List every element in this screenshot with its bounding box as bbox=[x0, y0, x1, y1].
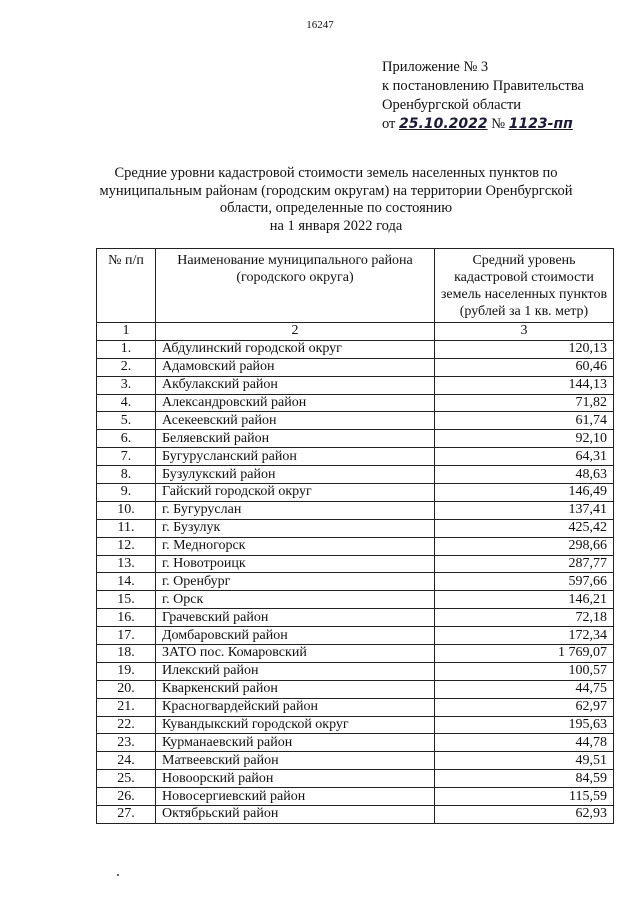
table-row bbox=[97, 609, 614, 627]
table-row bbox=[97, 537, 614, 555]
row-number: 18. bbox=[97, 645, 156, 663]
table-body bbox=[97, 340, 614, 823]
table-row bbox=[97, 770, 614, 788]
district-name: Кваркенский район bbox=[156, 680, 435, 698]
appendix-block bbox=[382, 58, 584, 134]
row-number: 16. bbox=[97, 609, 156, 627]
district-name: Домбаровский район bbox=[156, 627, 435, 645]
table-row bbox=[97, 519, 614, 537]
row-number: 4. bbox=[97, 394, 156, 412]
document-title bbox=[86, 165, 586, 235]
district-name: Адамовский район bbox=[156, 358, 435, 376]
table-row bbox=[97, 394, 614, 412]
cadastral-value: 49,51 bbox=[435, 752, 614, 770]
cadastral-value: 120,13 bbox=[435, 340, 614, 358]
table-row bbox=[97, 358, 614, 376]
row-number: 19. bbox=[97, 662, 156, 680]
row-number: 17. bbox=[97, 627, 156, 645]
table-row bbox=[97, 573, 614, 591]
cadastral-value: 115,59 bbox=[435, 788, 614, 806]
cadastral-value: 44,75 bbox=[435, 680, 614, 698]
cadastral-value: 72,18 bbox=[435, 609, 614, 627]
district-name: г. Оренбург bbox=[156, 573, 435, 591]
page-number: 16247 bbox=[306, 19, 334, 31]
table-header-row bbox=[97, 249, 614, 323]
row-number: 25. bbox=[97, 770, 156, 788]
table-row bbox=[97, 466, 614, 484]
cadastral-value: 71,82 bbox=[435, 394, 614, 412]
table-row bbox=[97, 752, 614, 770]
column-number-3: 3 bbox=[435, 323, 614, 341]
cadastral-value: 92,10 bbox=[435, 430, 614, 448]
from-label: от bbox=[382, 116, 396, 132]
district-name: Бугурусланский район bbox=[156, 448, 435, 466]
cadastral-value: 60,46 bbox=[435, 358, 614, 376]
row-number: 9. bbox=[97, 484, 156, 502]
row-number: 2. bbox=[97, 358, 156, 376]
district-name: Илекский район bbox=[156, 662, 435, 680]
table-row bbox=[97, 627, 614, 645]
resolution-number: 1123-пп bbox=[508, 116, 573, 132]
table-row bbox=[97, 340, 614, 358]
cadastral-value: 172,34 bbox=[435, 627, 614, 645]
cadastral-value: 195,63 bbox=[435, 716, 614, 734]
cadastral-value: 597,66 bbox=[435, 573, 614, 591]
appendix-line-1: Приложение № 3 bbox=[382, 59, 489, 75]
table-row bbox=[97, 412, 614, 430]
column-number-1: 1 bbox=[97, 323, 156, 341]
cadastral-value: 146,21 bbox=[435, 591, 614, 609]
district-name: Кувандыкский городской округ bbox=[156, 716, 435, 734]
table-row bbox=[97, 448, 614, 466]
header-district: Наименование муниципального района (городского округа) bbox=[156, 249, 435, 323]
district-name: Грачевский район bbox=[156, 609, 435, 627]
cadastral-value: 425,42 bbox=[435, 519, 614, 537]
resolution-date: 25.10.2022 bbox=[399, 116, 488, 132]
district-name: г. Бузулук bbox=[156, 519, 435, 537]
table-row bbox=[97, 788, 614, 806]
cadastral-value: 1 769,07 bbox=[435, 645, 614, 663]
number-label: № bbox=[491, 116, 506, 132]
district-name: Бузулукский район bbox=[156, 466, 435, 484]
cadastral-value: 84,59 bbox=[435, 770, 614, 788]
district-name: г. Орск bbox=[156, 591, 435, 609]
row-number: 12. bbox=[97, 537, 156, 555]
district-name: ЗАТО пос. Комаровский bbox=[156, 645, 435, 663]
cadastral-value: 144,13 bbox=[435, 376, 614, 394]
table-row bbox=[97, 680, 614, 698]
table-row bbox=[97, 662, 614, 680]
table-row bbox=[97, 376, 614, 394]
row-number: 7. bbox=[97, 448, 156, 466]
row-number: 6. bbox=[97, 430, 156, 448]
title-line-4: на 1 января 2022 года bbox=[269, 217, 403, 234]
table-row bbox=[97, 430, 614, 448]
row-number: 24. bbox=[97, 752, 156, 770]
district-name: г. Новотроицк bbox=[156, 555, 435, 573]
row-number: 26. bbox=[97, 788, 156, 806]
row-number: 22. bbox=[97, 716, 156, 734]
title-line-1: Средние уровни кадастровой стоимости земель населенных пунктов по bbox=[114, 165, 558, 181]
district-name: Асекеевский район bbox=[156, 412, 435, 430]
row-number: 13. bbox=[97, 555, 156, 573]
table-row bbox=[97, 591, 614, 609]
district-name: Новоорский район bbox=[156, 770, 435, 788]
district-name: Октябрьский район bbox=[156, 806, 435, 824]
district-name: г. Бугуруслан bbox=[156, 501, 435, 519]
table-row bbox=[97, 645, 614, 663]
table-row bbox=[97, 734, 614, 752]
column-number-row bbox=[97, 323, 614, 341]
column-number-2: 2 bbox=[156, 323, 435, 341]
table-row bbox=[97, 501, 614, 519]
cadastral-value: 48,63 bbox=[435, 466, 614, 484]
row-number: 20. bbox=[97, 680, 156, 698]
row-number: 27. bbox=[97, 806, 156, 824]
scan-speck bbox=[117, 874, 119, 876]
district-name: Акбулакский район bbox=[156, 376, 435, 394]
table-row bbox=[97, 555, 614, 573]
row-number: 21. bbox=[97, 698, 156, 716]
cadastral-value: 100,57 bbox=[435, 662, 614, 680]
appendix-line-3: Оренбургской области bbox=[382, 97, 522, 113]
district-name: Курманаевский район bbox=[156, 734, 435, 752]
row-number: 1. bbox=[97, 340, 156, 358]
cadastral-value: 62,97 bbox=[435, 698, 614, 716]
cadastral-value-table bbox=[96, 248, 614, 824]
row-number: 3. bbox=[97, 376, 156, 394]
cadastral-value: 287,77 bbox=[435, 555, 614, 573]
district-name: г. Медногорск bbox=[156, 537, 435, 555]
cadastral-value: 64,31 bbox=[435, 448, 614, 466]
district-name: Абдулинский городской округ bbox=[156, 340, 435, 358]
district-name: Красногвардейский район bbox=[156, 698, 435, 716]
district-name: Александровский район bbox=[156, 394, 435, 412]
table-row bbox=[97, 806, 614, 824]
table-row bbox=[97, 698, 614, 716]
header-number: № п/п bbox=[97, 249, 156, 323]
appendix-date-line bbox=[382, 115, 584, 134]
row-number: 10. bbox=[97, 501, 156, 519]
row-number: 8. bbox=[97, 466, 156, 484]
title-line-3: области, определенные по состоянию bbox=[219, 200, 453, 216]
district-name: Матвеевский район bbox=[156, 752, 435, 770]
row-number: 11. bbox=[97, 519, 156, 537]
cadastral-value: 61,74 bbox=[435, 412, 614, 430]
appendix-line-2: к постановлению Правительства bbox=[382, 78, 584, 94]
cadastral-value: 44,78 bbox=[435, 734, 614, 752]
title-line-2: муниципальным районам (городским округам) на территории Оренбургской bbox=[99, 182, 573, 199]
table-row bbox=[97, 716, 614, 734]
district-name: Новосергиевский район bbox=[156, 788, 435, 806]
cadastral-value: 62,93 bbox=[435, 806, 614, 824]
header-value: Средний уровень кадастровой стоимости земель населенных пунктов (рублей за 1 кв. метр) bbox=[435, 249, 614, 323]
row-number: 5. bbox=[97, 412, 156, 430]
district-name: Гайский городской округ bbox=[156, 484, 435, 502]
cadastral-value: 137,41 bbox=[435, 501, 614, 519]
table-row bbox=[97, 484, 614, 502]
row-number: 15. bbox=[97, 591, 156, 609]
cadastral-value: 298,66 bbox=[435, 537, 614, 555]
row-number: 23. bbox=[97, 734, 156, 752]
cadastral-value: 146,49 bbox=[435, 484, 614, 502]
row-number: 14. bbox=[97, 573, 156, 591]
district-name: Беляевский район bbox=[156, 430, 435, 448]
